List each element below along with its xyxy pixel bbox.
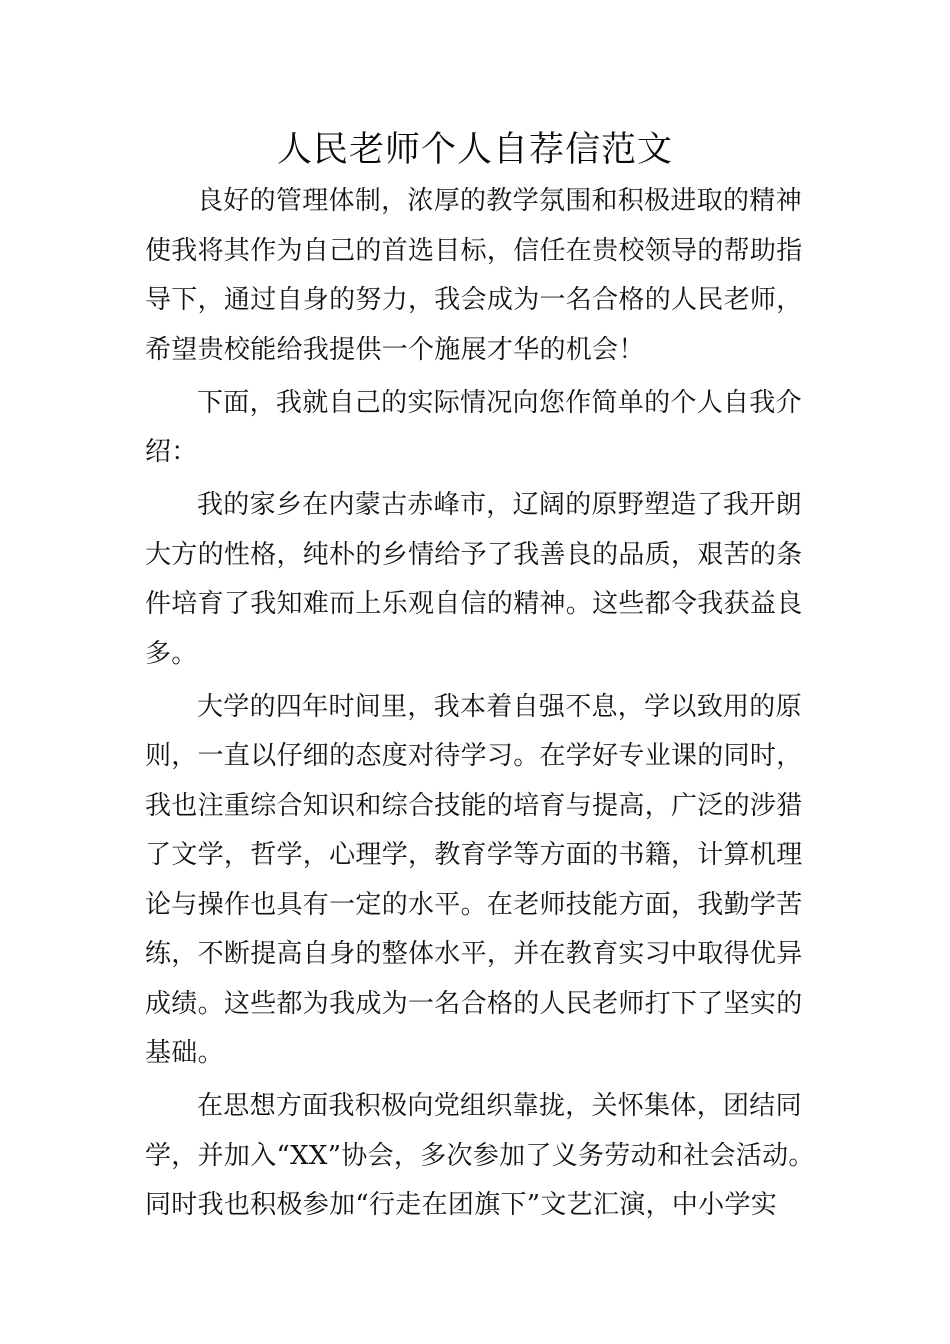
text-line: 件培育了我知难而上乐观自信的精神。这些都令我获益良 (145, 589, 803, 619)
text-line: 同时我也积极参加“行走在团旗下”文艺汇演，中小学实 (145, 1190, 778, 1220)
text-line: 成绩。这些都为我成为一名合格的人民老师打下了坚实的 (145, 988, 803, 1019)
text-line: 良好的管理体制，浓厚的教学氛围和积极进取的精神 (197, 186, 802, 216)
text-line: 我的家乡在内蒙古赤峰市，辽阔的原野塑造了我开朗 (197, 490, 802, 520)
text-line: 在思想方面我积极向党组织靠拢，关怀集体，团结同 (197, 1091, 802, 1121)
text-line: 大方的性格，纯朴的乡情给予了我善良的品质，艰苦的条 (145, 539, 803, 570)
paragraph-1 (145, 177, 810, 375)
paragraph-5 (145, 1082, 815, 1231)
text-line: 多。 (145, 638, 198, 669)
document-body (145, 177, 815, 1231)
text-line: 基础。 (145, 1038, 224, 1068)
text-line: 希望贵校能给我提供一个施展才华的机会！ (145, 334, 645, 365)
paragraph-2 (145, 379, 810, 478)
text-line: 练，不断提高自身的整体水平，并在教育实习中取得优异 (145, 939, 803, 969)
text-line: 学，并加入“XX”协会，多次参加了义务劳动和社会活动。 (145, 1140, 815, 1171)
text-line: 导下，通过自身的努力，我会成为一名合格的人民老师， (145, 285, 803, 315)
paragraph-4 (145, 683, 810, 1079)
paragraph-3 (145, 481, 810, 679)
document-title: 人民老师个人自荐信范文 (276, 130, 673, 170)
text-line: 论与操作也具有一定的水平。在老师技能方面，我勤学苦 (145, 889, 803, 920)
text-line: 了文学，哲学，心理学，教育学等方面的书籍，计算机理 (145, 840, 803, 870)
text-line: 大学的四年时间里，我本着自强不息，学以致用的原 (197, 691, 802, 722)
text-line: 使我将其作为自己的首选目标，信任在贵校领导的帮助指 (145, 235, 803, 266)
text-line: 我也注重综合知识和综合技能的培育与提高，广泛的涉猎 (145, 790, 803, 821)
text-line: 则，一直以仔细的态度对待学习。在学好专业课的同时， (145, 741, 803, 771)
text-line: 下面，我就自己的实际情况向您作简单的个人自我介 (197, 387, 802, 418)
text-line: 绍： (145, 437, 198, 467)
